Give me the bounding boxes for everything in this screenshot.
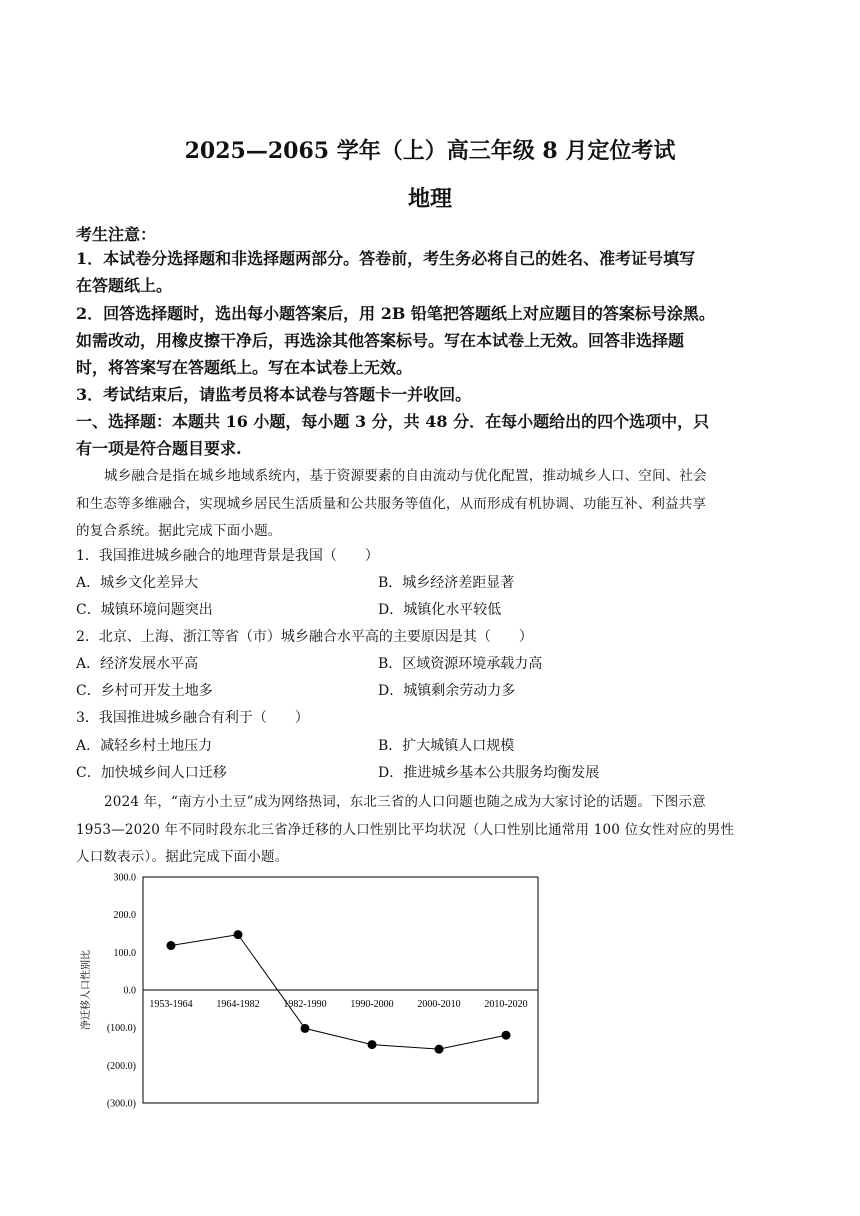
y-tick-label: (200.0) [106, 1060, 136, 1072]
option-c: C．加快城乡间人口迁移 [76, 765, 227, 781]
x-tick-label: 2000-2010 [417, 999, 461, 1010]
data-point [167, 941, 176, 950]
y-tick-label: (300.0) [106, 1098, 136, 1110]
data-point [502, 1031, 511, 1040]
y-tick-label: (100.0) [106, 1023, 136, 1035]
data-point [435, 1045, 444, 1054]
option-b: B．城乡经济差距显著 [378, 575, 515, 591]
option-c: C．乡村可开发土地多 [76, 683, 213, 699]
x-tick-label: 1990-2000 [350, 999, 394, 1010]
exam-title: 2025—2065 学年（上）高三年级 8 月定位考试 [184, 138, 676, 164]
section-heading: 有一项是符合题目要求. [76, 439, 242, 458]
option-b: B．区域资源环境承载力高 [378, 656, 543, 672]
question-stem: 2．北京、上海、浙江等省（市）城乡融合水平高的主要原因是其（ ） [76, 629, 533, 645]
x-tick-label: 2010-2020 [484, 999, 528, 1010]
notice-heading: 考生注意： [76, 225, 157, 244]
passage-line: 2024 年，“南方小土豆”成为网络热词，东北三省的人口问题也随之成为大家讨论的话题。下图示意 [104, 794, 706, 810]
series-line [171, 935, 506, 1050]
notice-line: 1．本试卷分选择题和非选择题两部分。答卷前，考生务必将自己的姓名、准考证号填写 [76, 249, 696, 268]
option-a: A．减轻乡村土地压力 [76, 738, 213, 754]
y-tick-label: 200.0 [113, 910, 136, 922]
exam-subject: 地理 [407, 186, 452, 212]
notice-line: 如需改动，用橡皮擦干净后，再选涂其他答案标号。写在本试卷上无效。回答非选择题 [76, 331, 685, 350]
data-point [301, 1024, 310, 1033]
y-tick-label: 100.0 [113, 947, 136, 959]
question-stem: 1．我国推进城乡融合的地理背景是我国（ ） [76, 548, 379, 564]
passage-line: 和生态等多维融合，实现城乡居民生活质量和公共服务等值化，从而形成有机协调、功能互补、利益共享 [76, 496, 707, 512]
option-d: D．城镇化水平较低 [378, 602, 502, 618]
passage-line: 的复合系统。据此完成下面小题。 [76, 523, 282, 539]
x-tick-label: 1964-1982 [216, 999, 260, 1010]
passage-line: 人口数表示）。据此完成下面小题。 [76, 849, 289, 865]
notice-line: 3．考试结束后，请监考员将本试卷与答题卡一并收回。 [76, 385, 472, 404]
passage-line: 城乡融合是指在城乡地域系统内，基于资源要素的自由流动与优化配置，推动城乡人口、空间、社会 [104, 468, 707, 484]
y-axis-label: 净迁移人口性别比 [81, 950, 92, 1030]
question-stem: 3．我国推进城乡融合有利于（ ） [76, 710, 309, 726]
x-tick-label: 1982-1990 [283, 999, 327, 1010]
option-d: D．城镇剩余劳动力多 [378, 683, 516, 699]
option-d: D．推进城乡基本公共服务均衡发展 [378, 765, 600, 781]
option-b: B．扩大城镇人口规模 [378, 738, 515, 754]
notice-line: 在答题纸上。 [76, 276, 173, 295]
y-tick-label: 0.0 [123, 985, 136, 997]
data-point [368, 1040, 377, 1049]
x-tick-label: 1953-1964 [149, 999, 193, 1010]
notice-line: 2．回答选择题时，选出每小题答案后，用 2B 铅笔把答题纸上对应题目的答案标号涂黑。 [76, 304, 715, 323]
data-point [234, 930, 243, 939]
section-heading: 一、选择题：本题共 16 小题，每小题 3 分，共 48 分．在每小题给出的四个选项中，只 [76, 412, 710, 431]
option-c: C．城镇环境问题突出 [76, 602, 213, 618]
passage-line: 1953—2020 年不同时段东北三省净迁移的人口性别比平均状况（人口性别比通常用 100 位女性对应的男性 [76, 822, 735, 838]
notice-line: 时，将答案写在答题纸上。写在本试卷上无效。 [76, 358, 413, 377]
option-a: A．城乡文化差异大 [76, 575, 199, 591]
y-tick-label: 300.0 [113, 872, 136, 884]
option-a: A．经济发展水平高 [76, 656, 199, 672]
sex-ratio-line-chart [76, 866, 556, 1110]
